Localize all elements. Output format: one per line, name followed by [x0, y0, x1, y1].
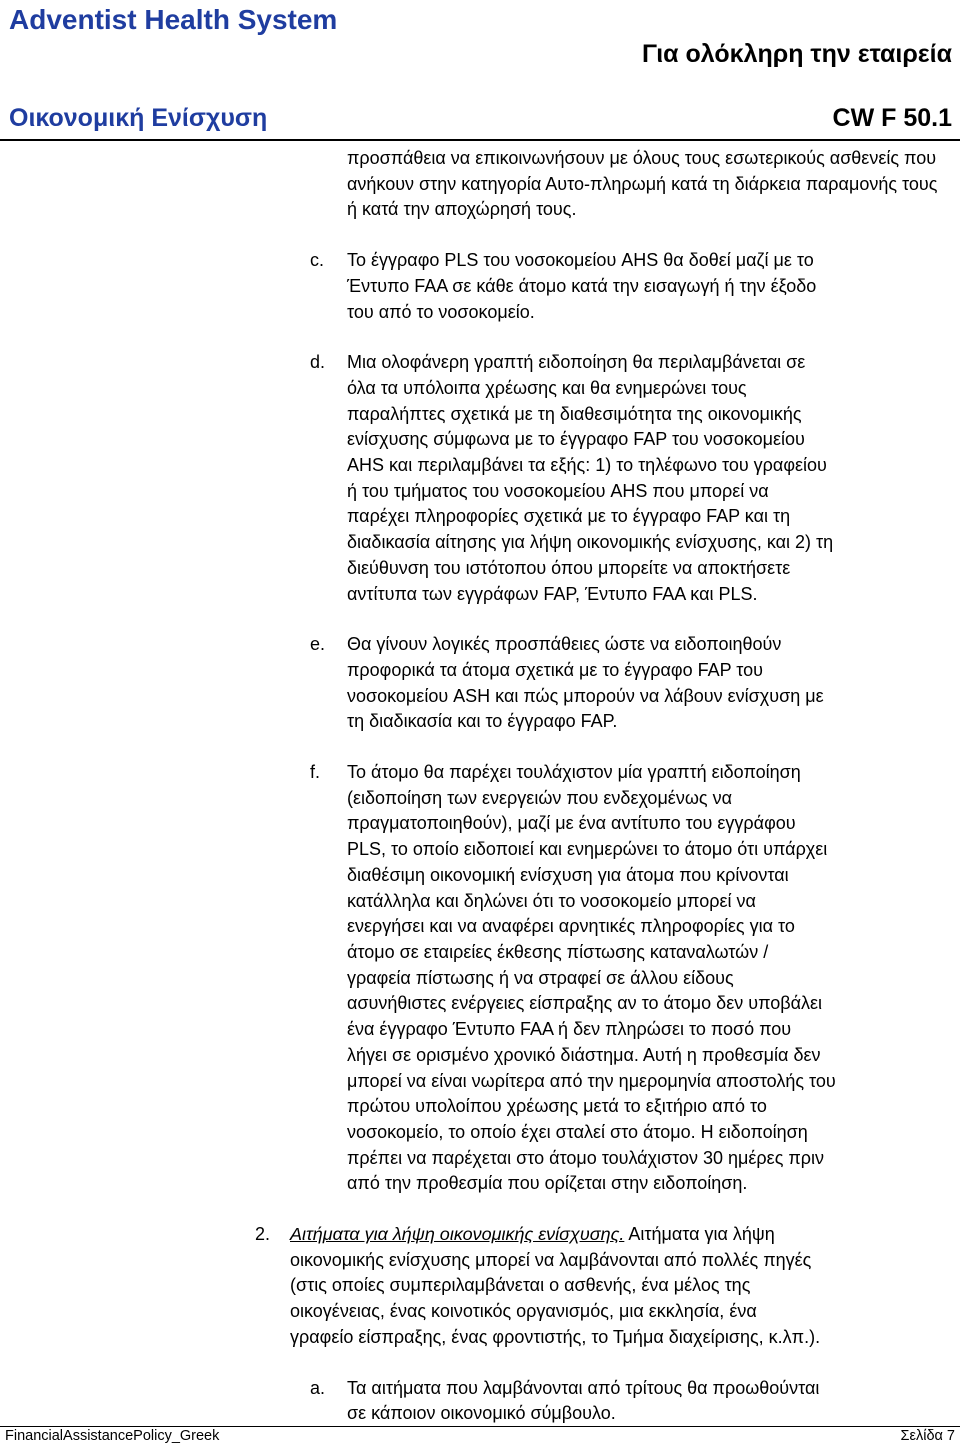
item-line: ασυνήθιστες ενέργειες είσπραξης αν το άτομο δεν υποβάλει: [347, 993, 823, 1014]
header-rule: [0, 139, 960, 141]
item-line: Έντυπο FAA σε κάθε άτομο κατά την εισαγωγή ή την έξοδο: [347, 275, 817, 296]
item-line: ή του τμήματος του νοσοκομείου AHS που μπορεί να: [347, 480, 769, 501]
section-line: οικογένειας, ένας κοινοτικός οργανισμός, μια εκκλησία, ένα: [290, 1301, 757, 1322]
item-line: Το έγγραφο PLS του νοσοκομείου AHS θα δοθεί μαζί με το: [347, 250, 814, 271]
continued-paragraph-text: προσπάθεια να επικοινωνήσουν με όλους τους εσωτερικούς ασθενείς που ανήκουν στην κατηγορία Αυτο-πληρωμή κατά τη διάρκεια παραμονής τους ή κατά την αποχώρησή τους.: [347, 148, 938, 220]
list-item-e: [310, 632, 960, 735]
section-line: γραφείο είσπραξης, ένας φροντιστής, το Τμήμα διαχείρισης, κ.λπ.).: [290, 1326, 821, 1347]
list-item-f: [310, 760, 960, 1197]
item-line: σε κάποιον οικονομικό σύμβουλο.: [347, 1403, 616, 1424]
list-marker: d.: [310, 352, 326, 373]
list-marker: f.: [310, 762, 321, 783]
item-line: νοσοκομείο, το οποίο έχει σταλεί στο άτομο. Η ειδοποίηση: [347, 1121, 808, 1142]
org-name: Adventist Health System: [9, 4, 338, 35]
item-line: διαδικασία αίτησης για λήψη οικονομικής ενίσχυσης, και 2) τη: [347, 532, 834, 553]
list-item-a: [310, 1376, 960, 1427]
item-line: PLS, το οποίο ειδοποιεί και ενημερώνει το άτομο ότι υπάρχει: [347, 839, 828, 860]
item-line: ενεργήσει και να αναφέρει αρνητικές πληροφορίες για το: [347, 916, 795, 937]
item-line: προφορικά τα άτομα σχετικά με το έγγραφο FAP του: [347, 659, 763, 680]
footer-rule: [0, 1426, 960, 1427]
item-line: από την προθεσμία που ορίζεται στην ειδοποίηση.: [347, 1173, 748, 1194]
list-item-c: [310, 248, 960, 325]
item-line: κατάλληλα και δηλώνει ότι το νοσοκομείο μπορεί να: [347, 890, 756, 911]
item-line: τη διαδικασία και το έγγραφο FAP.: [347, 711, 618, 732]
item-line: λήγει σε ορισμένο χρονικό διάστημα. Αυτή η προθεσμία δεν: [347, 1044, 821, 1065]
item-line: πρώτου υπολοίπου χρέωσης μετά το εξιτήριο από το: [347, 1096, 767, 1117]
item-line: ενίσχυσης σύμφωνα με το έγγραφο FAP του νοσοκομείου: [347, 429, 805, 450]
list-marker: a.: [310, 1377, 326, 1398]
section-line: οικονομικής ενίσχυσης μπορεί να λαμβάνονται από πολλές πηγές: [290, 1249, 812, 1270]
item-line: Το άτομο θα παρέχει τουλάχιστον μία γραπτή ειδοποίηση: [347, 762, 801, 783]
document-body: [0, 146, 960, 1427]
item-line: AHS και περιλαμβάνει τα εξής: 1) το τηλέφωνο του γραφείου: [347, 455, 827, 476]
item-line: γραφεία πίστωσης ή να στραφεί σε άλλου είδους: [347, 967, 734, 988]
item-line: Θα γίνουν λογικές προσπάθειες ώστε να ειδοποιηθούν: [347, 634, 782, 655]
item-line: του από το νοσοκομείο.: [347, 301, 535, 322]
section-line: (στις οποίες συμπεριλαμβάνεται ο ασθενής, ένα μέλος της: [290, 1275, 751, 1296]
item-line: ένα έγγραφο Έντυπο FAA ή δεν πληρώσει το ποσό που: [347, 1019, 792, 1040]
item-line: πραγματοποιηθούν), μαζί με ένα αντίτυπο του εγγράφου: [347, 813, 796, 834]
item-line: Τα αιτήματα που λαμβάνονται από τρίτους θα προωθούνται: [347, 1377, 820, 1398]
item-line: αντίτυπα των εγγράφων FAP, Έντυπο FAA και PLS.: [347, 583, 758, 604]
list-marker: e.: [310, 634, 326, 655]
section-heading-rest: Αιτήματα για λήψη: [624, 1224, 775, 1245]
item-line: (ειδοποίηση των ενεργειών που ενδεχομένως να: [347, 787, 732, 808]
section-heading: Αιτήματα για λήψη οικονομικής ενίσχυσης.: [290, 1224, 625, 1245]
page-number: Σελίδα 7: [900, 1428, 955, 1444]
item-line: Μια ολοφάνερη γραπτή ειδοποίηση θα περιλαμβάνεται σε: [347, 352, 806, 373]
policy-scope: Για ολόκληρη την εταιρεία: [642, 40, 952, 68]
list-marker: c.: [310, 250, 325, 271]
item-line: πρέπει να παρέχεται στο άτομο τουλάχιστον 30 ημέρες πριν: [347, 1147, 825, 1168]
continued-paragraph: [347, 146, 960, 223]
item-line: παρέχει πληροφορίες σχετικά με το έγγραφο FAP και τη: [347, 506, 791, 527]
section-first-line: [290, 1222, 940, 1248]
item-line: παραλήπτες σχετικά με τη διαθεσιμότητα της οικονομικής: [347, 403, 802, 424]
item-line: άτομο σε εταιρείες έκθεσης πίστωσης καταναλωτών /: [347, 941, 769, 962]
list-item-d: [310, 350, 960, 607]
section-2: [255, 1222, 960, 1351]
document-code: CW F 50.1: [832, 104, 952, 132]
document-title: Οικονομική Ενίσχυση: [9, 104, 268, 132]
footer-filename: FinancialAssistancePolicy_Greek: [5, 1428, 220, 1444]
item-line: μπορεί να είναι νωρίτερα από την ημερομηνία αποστολής του: [347, 1070, 836, 1091]
item-line: διαθέσιμη οικονομική ενίσχυση για άτομα που κρίνονται: [347, 864, 789, 885]
item-line: διεύθυνση του ιστότοπου όπου μπορείτε να αποκτήσετε: [347, 557, 791, 578]
item-line: όλα τα υπόλοιπα χρέωσης και θα ενημερώνει τους: [347, 377, 747, 398]
section-marker: 2.: [255, 1224, 271, 1245]
item-line: νοσοκομείου ASH και πώς μπορούν να λάβουν ενίσχυση με: [347, 685, 824, 706]
